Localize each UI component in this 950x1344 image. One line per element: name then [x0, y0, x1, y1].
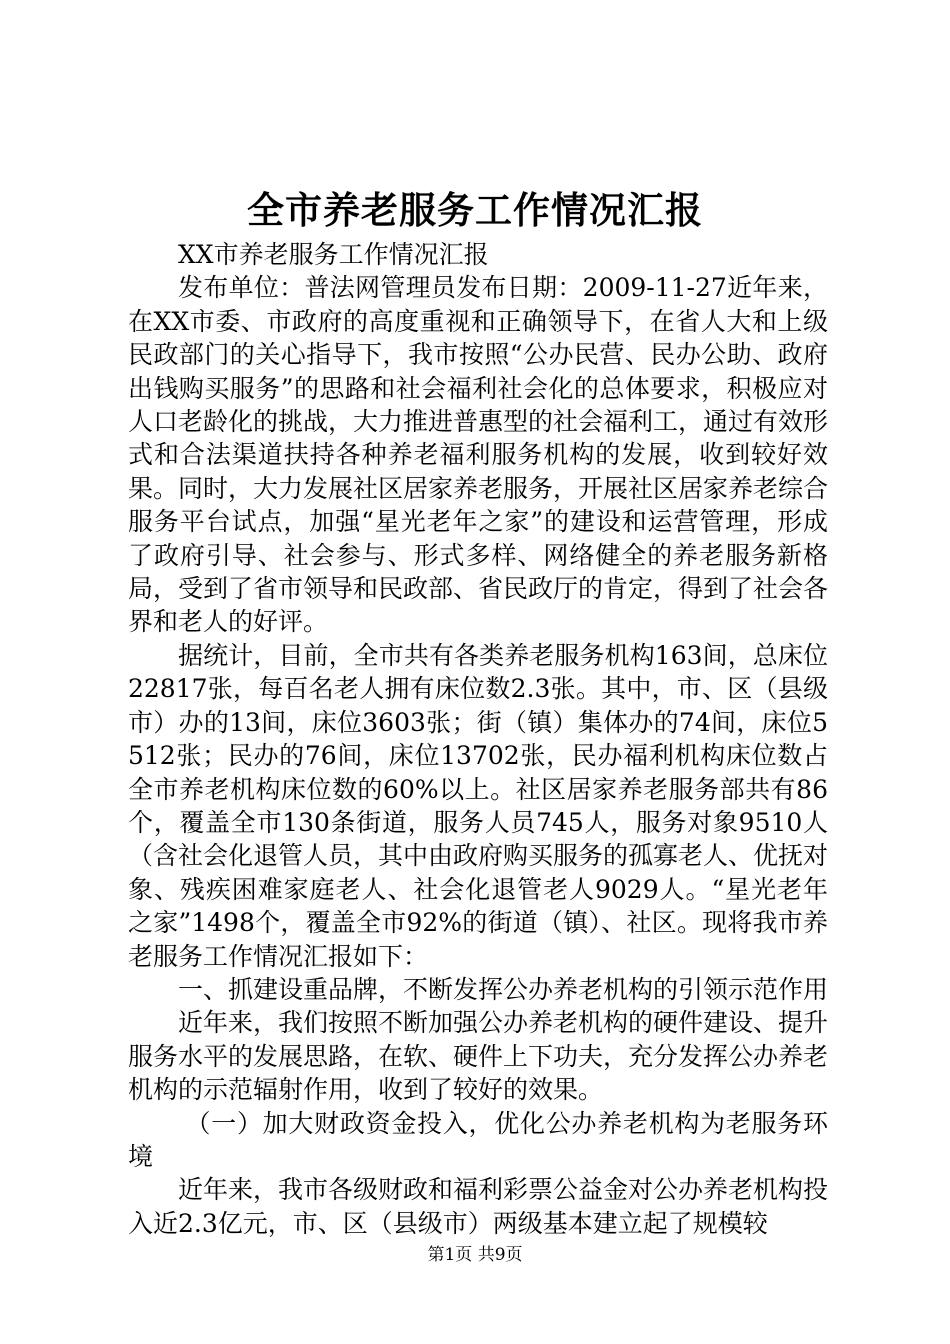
section-heading-1: 一、抓建设重品牌，不断发挥公办养老机构的引领示范作用 — [178, 974, 829, 1004]
paragraph-statistics: 据统计，目前，全市共有各类养老服务机构163间，总床位22817张，每百名老人拥有床位数2.3张。其中，市、区（县级市）办的13间，床位3603张；街（镇）集体办的74间，床位5512张；民办的76间，床位13702张，民办福利机构床位数占全市养老机构床位数的60%以上。社区居家养老服务部共有86个，覆盖全市130条街道，服务人员745人，服务对象9510人（含社会化退管人员，其中由政府购买服务的孤寡老人、优抚对象、残疾困难家庭老人、社会化退管老人9029人。“星光老年之家”1498个，覆盖全市92%的街道（镇）、社区。现将我市养老服务工作情况汇报如下： — [128, 640, 829, 971]
paragraph-section-1: 近年来，我们按照不断加强公办养老机构的硬件建设、提升服务水平的发展思路，在软、硬件上下功夫，充分发挥公办养老机构的示范辐射作用，收到了较好的效果。 — [128, 1008, 829, 1105]
paragraph-subsection-1: 近年来，我市各级财政和福利彩票公益金对公办养老机构投入近2.3亿元，市、区（县级市）两级基本建立起了规模较 — [128, 1175, 829, 1238]
document-title: 全市养老服务工作情况汇报 — [247, 188, 703, 232]
report-subtitle: XX市养老服务工作情况汇报 — [178, 240, 489, 269]
paragraph-intro: 发布单位：普法网管理员发布日期：2009-11-27近年来，在XX市委、市政府的高度重视和正确领导下，在省人大和上级民政部门的关心指导下，我市按照“公办民营、民办公助、政府出钱购买服务”的思路和社会福利社会化的总体要求，积极应对人口老龄化的挑战，大力推进普惠型的社会福利工，通过有效形式和合法渠道扶持各种养老福利服务机构的发展，收到较好效果。同时，大力发展社区居家养老服务，开展社区居家养老综合服务平台试点，加强“星光老年之家”的建设和运营管理，形成了政府引导、社会参与、形式多样、网络健全的养老服务新格局，受到了省市领导和民政部、省民政厅的肯定，得到了社会各界和老人的好评。 — [128, 273, 829, 637]
document-body — [128, 238, 828, 1240]
page-footer: 第1页 共9页 — [427, 1245, 523, 1265]
subsection-heading-1: （一）加大财政资金投入，优化公办养老机构为老服务环境 — [128, 1108, 828, 1171]
